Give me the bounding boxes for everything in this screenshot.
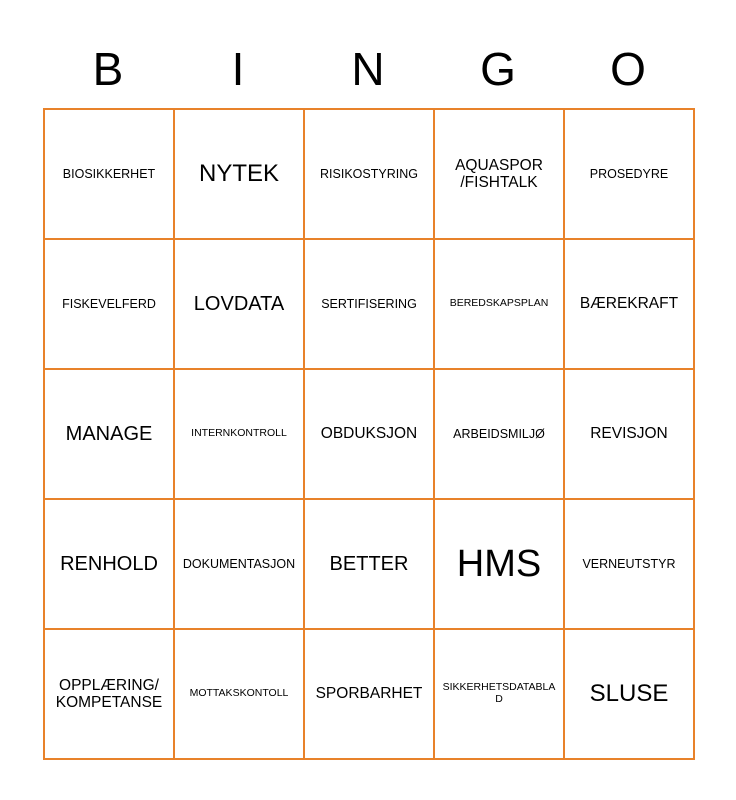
bingo-cell-label: VERNEUTSTYR (582, 557, 676, 571)
bingo-cell-label: SIKKERHETSDATABLAD (442, 681, 556, 705)
bingo-cell-label: INTERNKONTROLL (191, 427, 287, 440)
bingo-cell[interactable] (565, 110, 695, 240)
bingo-cell-label: MANAGE (65, 422, 153, 445)
bingo-cell-label: OBDUKSJON (320, 425, 418, 443)
bingo-cell[interactable] (435, 240, 565, 370)
bingo-cell[interactable] (175, 630, 305, 760)
bingo-row (45, 110, 695, 240)
bingo-cell[interactable] (565, 630, 695, 760)
bingo-cell[interactable] (45, 370, 175, 500)
bingo-cell[interactable] (565, 240, 695, 370)
bingo-cell[interactable] (45, 240, 175, 370)
bingo-cell-label: REVISJON (590, 425, 668, 443)
bingo-cell[interactable] (175, 500, 305, 630)
bingo-cell-label: BÆREKRAFT (579, 295, 679, 313)
bingo-cell[interactable] (175, 370, 305, 500)
bingo-cell-label: HMS (456, 542, 542, 585)
bingo-cell[interactable] (435, 370, 565, 500)
bingo-row (45, 500, 695, 630)
bingo-cell-label: RENHOLD (60, 552, 158, 575)
header-letter-i: I (231, 43, 245, 95)
bingo-cell[interactable] (565, 370, 695, 500)
bingo-cell[interactable] (305, 500, 435, 630)
bingo-cell-label: BETTER (329, 552, 409, 575)
bingo-row (45, 630, 695, 760)
bingo-card (43, 30, 693, 760)
bingo-cell-label: DOKUMENTASJON (182, 557, 296, 571)
bingo-cell[interactable] (435, 630, 565, 760)
bingo-cell-label: PROSEDYRE (589, 167, 669, 181)
header-letter-b: B (92, 43, 124, 95)
bingo-grid (43, 108, 695, 760)
bingo-cell[interactable] (435, 110, 565, 240)
bingo-cell[interactable] (45, 110, 175, 240)
bingo-row (45, 240, 695, 370)
bingo-cell[interactable] (45, 630, 175, 760)
bingo-cell-label: RISIKOSTYRING (320, 167, 418, 181)
bingo-cell[interactable] (305, 240, 435, 370)
bingo-cell-label: MOTTAKSKONTOLL (189, 687, 289, 700)
bingo-cell[interactable] (305, 110, 435, 240)
header-letter-g: G (480, 43, 516, 95)
bingo-header (43, 30, 693, 108)
header-letter-o: O (610, 43, 646, 95)
bingo-row (45, 370, 695, 500)
header-letter-n: N (351, 43, 385, 95)
bingo-cell-label: BIOSIKKERHET (62, 167, 156, 181)
bingo-cell[interactable] (45, 500, 175, 630)
bingo-cell[interactable] (435, 500, 565, 630)
bingo-cell[interactable] (305, 630, 435, 760)
bingo-cell-label: NYTEK (198, 159, 279, 187)
bingo-cell-label: OPPLÆRING/ KOMPETANSE (55, 676, 163, 711)
bingo-cell-label: BEREDSKAPSPLAN (449, 297, 549, 310)
bingo-cell-label: SPORBARHET (315, 685, 423, 703)
bingo-cell-label: SLUSE (589, 679, 669, 707)
bingo-cell-label: ARBEIDSMILJØ (453, 427, 545, 441)
bingo-cell-label: FISKEVELFERD (62, 297, 156, 311)
bingo-cell-label: AQUASPOR /FISHTALK (455, 156, 543, 191)
bingo-cell[interactable] (175, 110, 305, 240)
bingo-cell[interactable] (175, 240, 305, 370)
bingo-cell-label: SERTIFISERING (321, 297, 417, 311)
bingo-cell[interactable] (305, 370, 435, 500)
bingo-cell[interactable] (565, 500, 695, 630)
bingo-cell-label: LOVDATA (193, 292, 285, 315)
